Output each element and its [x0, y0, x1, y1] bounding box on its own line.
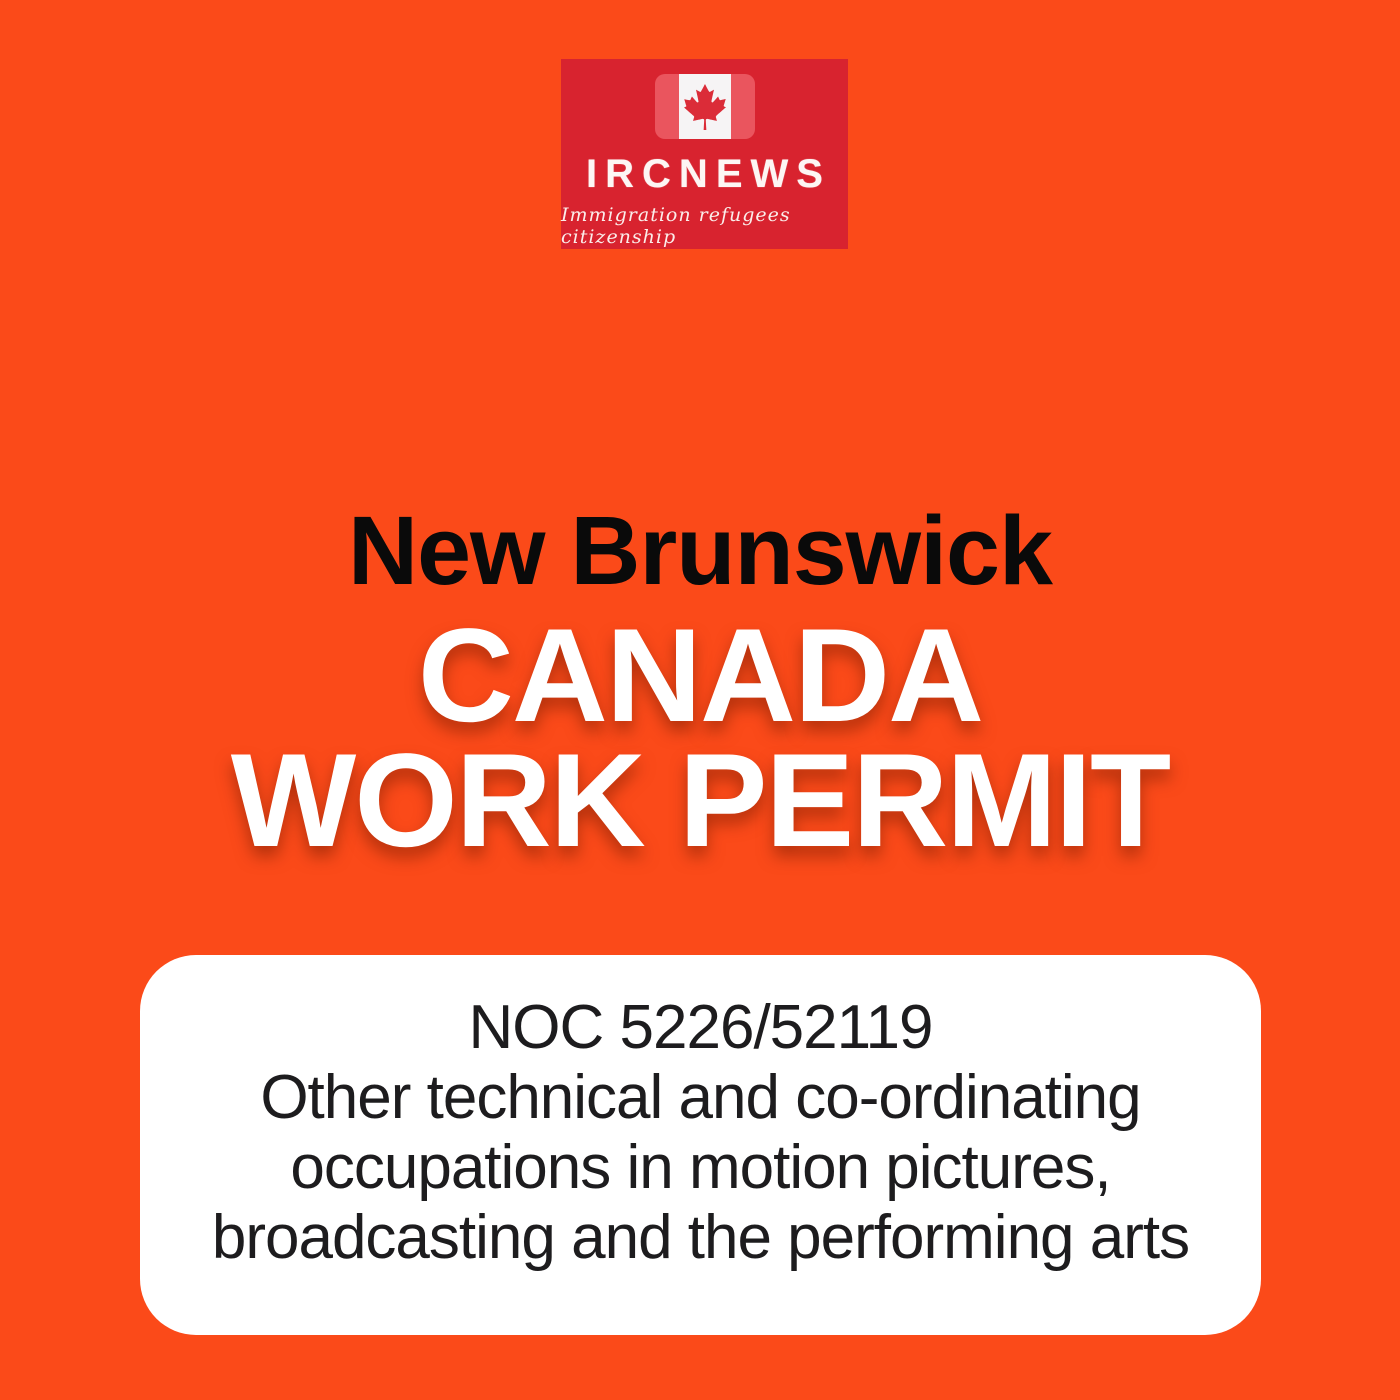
main-title-line1: CANADA	[417, 602, 983, 750]
noc-description-line: occupations in motion pictures,	[290, 1133, 1111, 1202]
noc-code: NOC 5226/52119	[468, 993, 933, 1062]
noc-description-line: Other technical and co-ordinating	[260, 1063, 1141, 1132]
noc-info-card	[140, 955, 1261, 1335]
noc-description-line: broadcasting and the performing arts	[211, 1203, 1190, 1272]
maple-leaf-icon	[682, 84, 728, 130]
logo-tagline: Immigration refugees citizenship	[561, 204, 791, 248]
main-title	[0, 602, 1400, 876]
logo-brand-text: IRCNEWS	[586, 152, 831, 196]
main-title-line2: WORK PERMIT	[230, 727, 1170, 876]
canada-flag-icon	[655, 74, 755, 139]
ircnews-logo	[561, 59, 848, 249]
headline-block	[0, 496, 1400, 876]
province-title: New Brunswick	[348, 496, 1052, 605]
